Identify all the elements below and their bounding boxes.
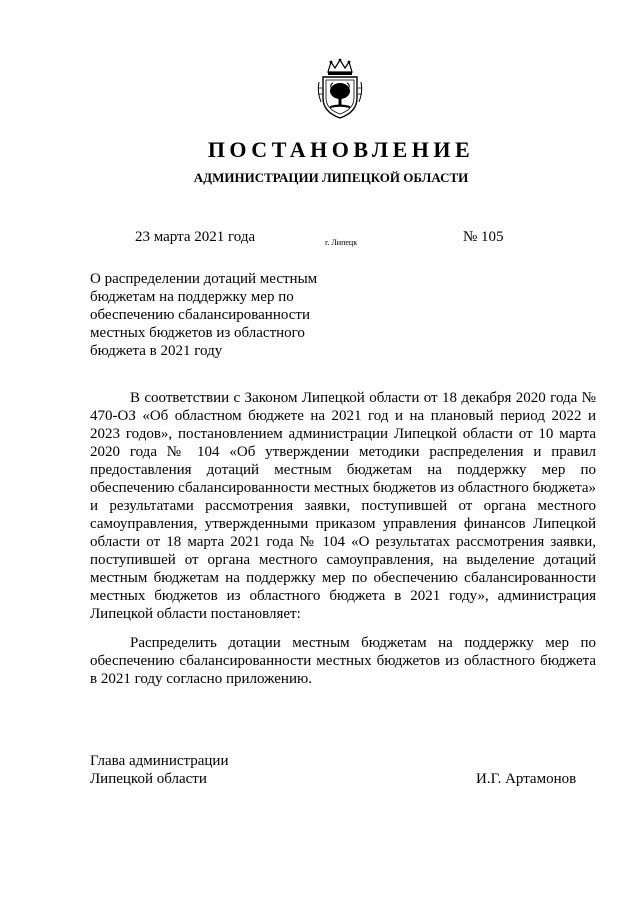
signatory-name: И.Г. Артамонов: [476, 771, 577, 787]
signatory-position-line1: Глава администрации: [90, 753, 229, 769]
document-title: ПОСТАНОВЛЕНИЕ: [207, 137, 475, 162]
document-place: г. Липецк: [325, 238, 358, 247]
coat-of-arms-icon: [315, 58, 365, 120]
body-paragraph-resolution: Распределить дотации местным бюджетам на поддержку мер по обеспечению сбалансированности местных бюджетов из областного бюджета в 2021 году согласно приложению.: [90, 635, 596, 687]
signatory-position-line2: Липецкой области: [90, 771, 207, 787]
document-date: 23 марта 2021 года: [135, 229, 256, 245]
issuer-name: АДМИНИСТРАЦИИ ЛИПЕЦКОЙ ОБЛАСТИ: [193, 170, 469, 185]
body-paragraph-preamble: В соответствии с Законом Липецкой области от 18 декабря 2020 года № 470-ОЗ «Об областном бюджете на 2021 год и на плановый период 2022 и 2023 годов», постановлением администрации Липецкой области от 10 марта 2020 года № 104 «Об утверждении методики распределения и правил предоставления дотаций местным бюджетам на поддержку мер по обеспечению сбалансированности местных бюджетов из областного бюджета» и результатами рассмотрения заявки, поступившей от органа местного самоуправления, утвержденными приказом управления финансов Липецкой области от 18 марта 2021 года № 104 «О результатах рассмотрения заявки, поступившей от органа местного самоуправления, на выделение дотаций местным бюджетам на поддержку мер по обеспечению сбалансированности местных бюджетов из областного бюджета в 2021 году», администрация Липецкой области постановляет:: [90, 390, 596, 622]
signatory-position: [90, 752, 228, 788]
document-number: № 105: [463, 229, 504, 245]
document-subject: О распределении дотаций местным бюджетам на поддержку мер по обеспечению сбалансированности местных бюджетов из областного бюджета в 2021 году: [90, 271, 318, 359]
